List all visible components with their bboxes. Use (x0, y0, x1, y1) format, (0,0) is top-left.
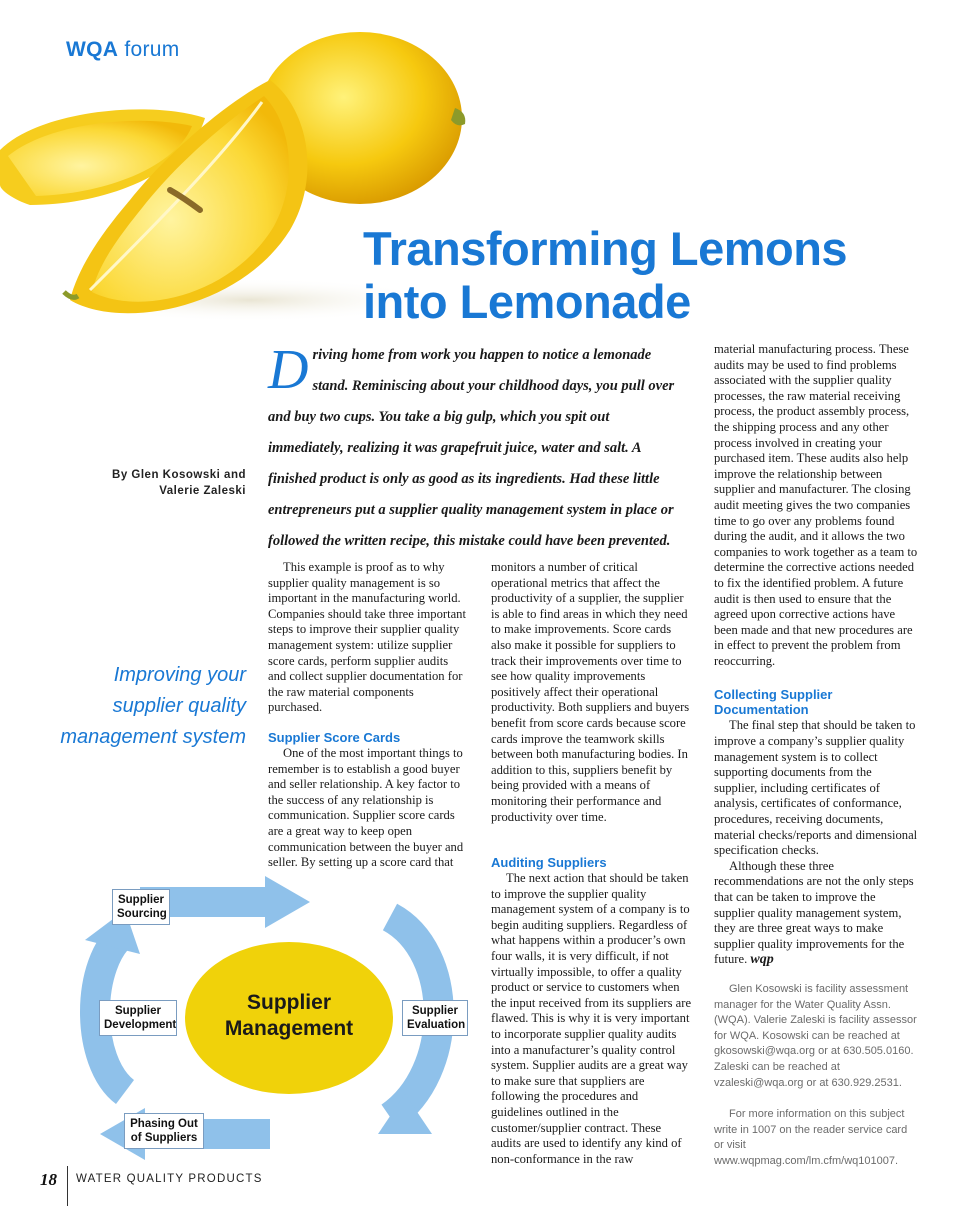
drop-cap: D (268, 339, 309, 401)
section-label-bold: WQA (66, 38, 119, 61)
article-title-line1: Transforming Lemons (363, 222, 848, 275)
box-text: Supplier (411, 1005, 458, 1017)
body-paragraph: The next action that should be taken to improve the supplier quality management system of a company is to begin auditing suppliers. Regardless of what happens within a producer’s own four walls, it is very difficult, if not virtually impossible, to offer a quality product or service to customers when the input received from its suppliers are flawed. This is why it is very important to incorporate supplier quality audits into a manufacturer’s quality control system. Supplier audits are a great way to make sure that suppliers are following the procedures and guidelines outlined in the customer/supplier contract. These audits are used to identify any kind of non-conformance in the raw (491, 871, 692, 1166)
body-column-3 (714, 342, 918, 1170)
body-paragraph: monitors a number of critical operational metrics that affect the productivity of a supplier, the supplier is able to find areas in which they need to make improvements. Score cards also make it possible for suppliers to track their improvements over time to see how quality improvements positively affect their operational productivity. Both suppliers and buyers benefit from score cards because score cards improve the teamwork skills between both manufacturing bodies. In addition to this, suppliers benefit by being provided with a means of monitoring their performance and productivity over time. (491, 560, 690, 824)
body-column-1 (268, 560, 468, 871)
footer-divider (67, 1166, 68, 1206)
page-footer (40, 1166, 440, 1206)
box-text: Evaluation (407, 1019, 466, 1031)
box-text: Sourcing (117, 908, 167, 920)
box-supplier-development (99, 1000, 177, 1036)
center-label (185, 990, 393, 1042)
box-text: Supplier (114, 1005, 161, 1017)
box-text: of Suppliers (130, 1132, 198, 1144)
center-label-line2: Management (224, 1017, 354, 1040)
body-paragraph: This example is proof as to why supplier quality management is so important in the manufacturing world. Companies should take three important steps to improve their supplier quality management system: utilize supplier score cards, perform supplier audits and collect supplier documentation for the raw material components purchased. (268, 560, 466, 715)
body-paragraph: The final step that should be taken to improve a company’s supplier quality management system is to collect supporting documents from the supplier, including certificates of analysis, certificates of conformance, procedures, receiving documents, material checks/reports and dimensional specification checks. (714, 718, 918, 858)
box-text: Phasing Out (130, 1118, 198, 1130)
publication-name: WATER QUALITY PRODUCTS (76, 1173, 263, 1185)
arrow-head-top (265, 876, 310, 928)
subhead-documentation: Collecting Supplier Documentation (714, 687, 833, 718)
article-title-line2: into Lemonade (363, 275, 691, 328)
page-number: 18 (40, 1170, 57, 1189)
body-paragraph: material manufacturing process. These audits may be used to find problems associated with the supplier quality processes, the raw material receiving process, the product assembly process, the shipping process and any other process involved in creating your purchased item. These audits also help improve the relationship between supplier and manufacturer. The closing audit meeting gives the two companies time to go over any problems found during the audit, and it allows the two companies to work together as a team to determine the corrective actions needed to fix the identified problem. A future audit is then used to ensure that the agreed upon corrective actions have been made and that new procedures are in effect to prevent the problem from reoccurring. (714, 342, 918, 668)
box-phasing-out (124, 1113, 204, 1149)
closing-text: Although these three recommendations are not the only steps that can be taken to improve the supplier quality management system, they are three great ways to make supplier quality improvements for the future. (714, 858, 914, 967)
supplier-management-diagram (60, 872, 500, 1162)
intro-text: riving home from work you happen to notice a lemonade stand. Reminiscing about your childhood days, you pull over and buy two cups. You take a big gulp, which you spit out immediately, realizing it was grapefruit juice, water and salt. A finished product is only as good as its ingredients. Had these little entrepreneurs put a supplier quality management system in place or followed the written recipe, this mistake could have been prevented. (268, 347, 675, 549)
end-mark: wqp (750, 952, 774, 968)
more-info-text: For more information on this subject write in 1007 on the reader service card or visit www.wqpmag.com/lm.cfm/wq101007. (714, 1108, 908, 1167)
section-label-light: forum (124, 38, 180, 61)
subhead-score-cards: Supplier Score Cards (268, 729, 401, 745)
center-label-line1: Supplier (246, 991, 331, 1014)
byline-line1: By Glen Kosowski and (112, 469, 246, 481)
subhead-auditing: Auditing Suppliers (491, 855, 607, 871)
pull-quote: Improving your supplier quality management system (60, 664, 246, 748)
intro-paragraph (268, 340, 680, 557)
author-bio (714, 982, 918, 1170)
article-title (363, 222, 953, 328)
byline-line2: Valerie Zaleski (159, 485, 246, 497)
bio-text: Glen Kosowski is facility assessment manager for the Water Quality Assn. (WQA). Valerie Zaleski is facility assessor for WQA. Kosowski can be reached at gkosowski@wqa.org or at 630.505.0160. Zaleski can be reached at vzaleski@wqa.org or at 630.929.2531. (714, 982, 917, 1089)
body-column-2 (491, 560, 693, 1167)
body-paragraph (714, 859, 918, 968)
body-paragraph: One of the most important things to remember is to establish a good buyer and seller relationship. A key factor to the success of any relationship is communication. Supplier score cards are a great way to keep open communication between the buyer and seller. By setting up a score card that (268, 745, 464, 870)
box-text: Development (104, 1019, 177, 1031)
box-supplier-evaluation (402, 1000, 468, 1036)
box-supplier-sourcing (112, 889, 170, 925)
byline (96, 467, 246, 499)
box-text: Supplier (117, 894, 164, 906)
